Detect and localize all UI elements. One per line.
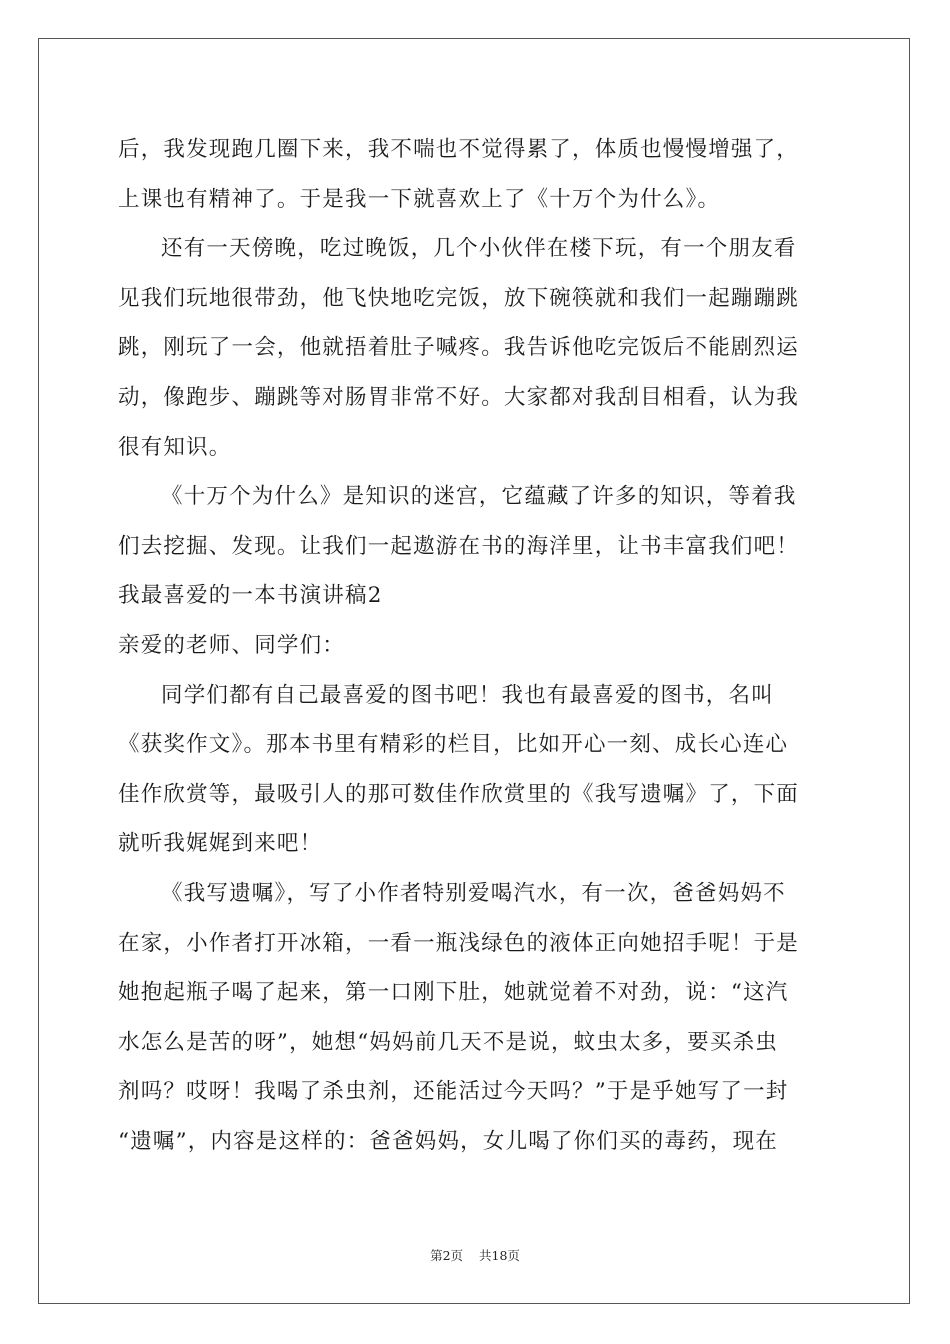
- page-number: 第2页: [430, 1248, 464, 1263]
- text-line: 见我们玩地很带劲，他飞快地吃完饭，放下碗筷就和我们一起蹦蹦跳: [118, 285, 800, 311]
- text-line: 很有知识。: [118, 434, 232, 460]
- text-line: 上课也有精神了。于是我一下就喜欢上了《十万个为什么》。: [118, 186, 721, 212]
- text-line: 们去挖掘、发现。让我们一起遨游在书的海洋里，让书丰富我们吧！: [118, 533, 800, 559]
- page-total: 共18页: [479, 1248, 520, 1263]
- text-line: 剂吗？哎呀！我喝了杀虫剂，还能活过今天吗？”于是乎她写了一封: [118, 1079, 789, 1105]
- text-line: 她抱起瓶子喝了起来，第一口刚下肚，她就觉着不对劲，说：“这汽: [118, 980, 789, 1006]
- text-line: 后，我发现跑几圈下来，我不喘也不觉得累了，体质也慢慢增强了，: [118, 137, 800, 162]
- text-line: 佳作欣赏等，最吸引人的那可数佳作欣赏里的《我写遗嘱》了，下面: [118, 781, 800, 807]
- paragraph-start-line: 还有一天傍晚，吃过晚饭，几个小伙伴在楼下玩，有一个朋友看: [161, 236, 797, 262]
- paragraph-start-line: 《十万个为什么》是知识的迷宫，它蕴藏了许多的知识，等着我: [161, 484, 797, 510]
- text-line: 水怎么是苦的呀”，她想“妈妈前几天不是说，蚊虫太多，要买杀虫: [118, 1029, 778, 1055]
- paragraph-start-line: 《我写遗嘱》，写了小作者特别爱喝汽水，有一次，爸爸妈妈不: [161, 880, 786, 906]
- salutation: 亲爱的老师、同学们：: [118, 632, 346, 658]
- document-body: [118, 125, 833, 1166]
- text-line: 在家，小作者打开冰箱，一看一瓶浅绿色的液体正向她招手呢！于是: [118, 930, 800, 956]
- text-line: 《获奖作文》。那本书里有精彩的栏目，比如开心一刻、成长心连心: [118, 732, 789, 758]
- section-title: 我最喜爱的一本书演讲稿2: [118, 583, 383, 609]
- paragraph-start-line: 同学们都有自己最喜爱的图书吧！我也有最喜爱的图书，名叫: [161, 682, 774, 708]
- text-line: 跳，刚玩了一会，他就捂着肚子喊疼。我告诉他吃完饭后不能剧烈运: [118, 335, 800, 361]
- page-footer: [0, 1246, 950, 1264]
- text-line: “遗嘱”，内容是这样的：爸爸妈妈，女儿喝了你们买的毒药，现在: [118, 1128, 778, 1154]
- text-line: 动，像跑步、蹦跳等对肠胃非常不好。大家都对我刮目相看，认为我: [118, 384, 800, 410]
- text-line: 就听我娓娓到来吧！: [118, 831, 323, 857]
